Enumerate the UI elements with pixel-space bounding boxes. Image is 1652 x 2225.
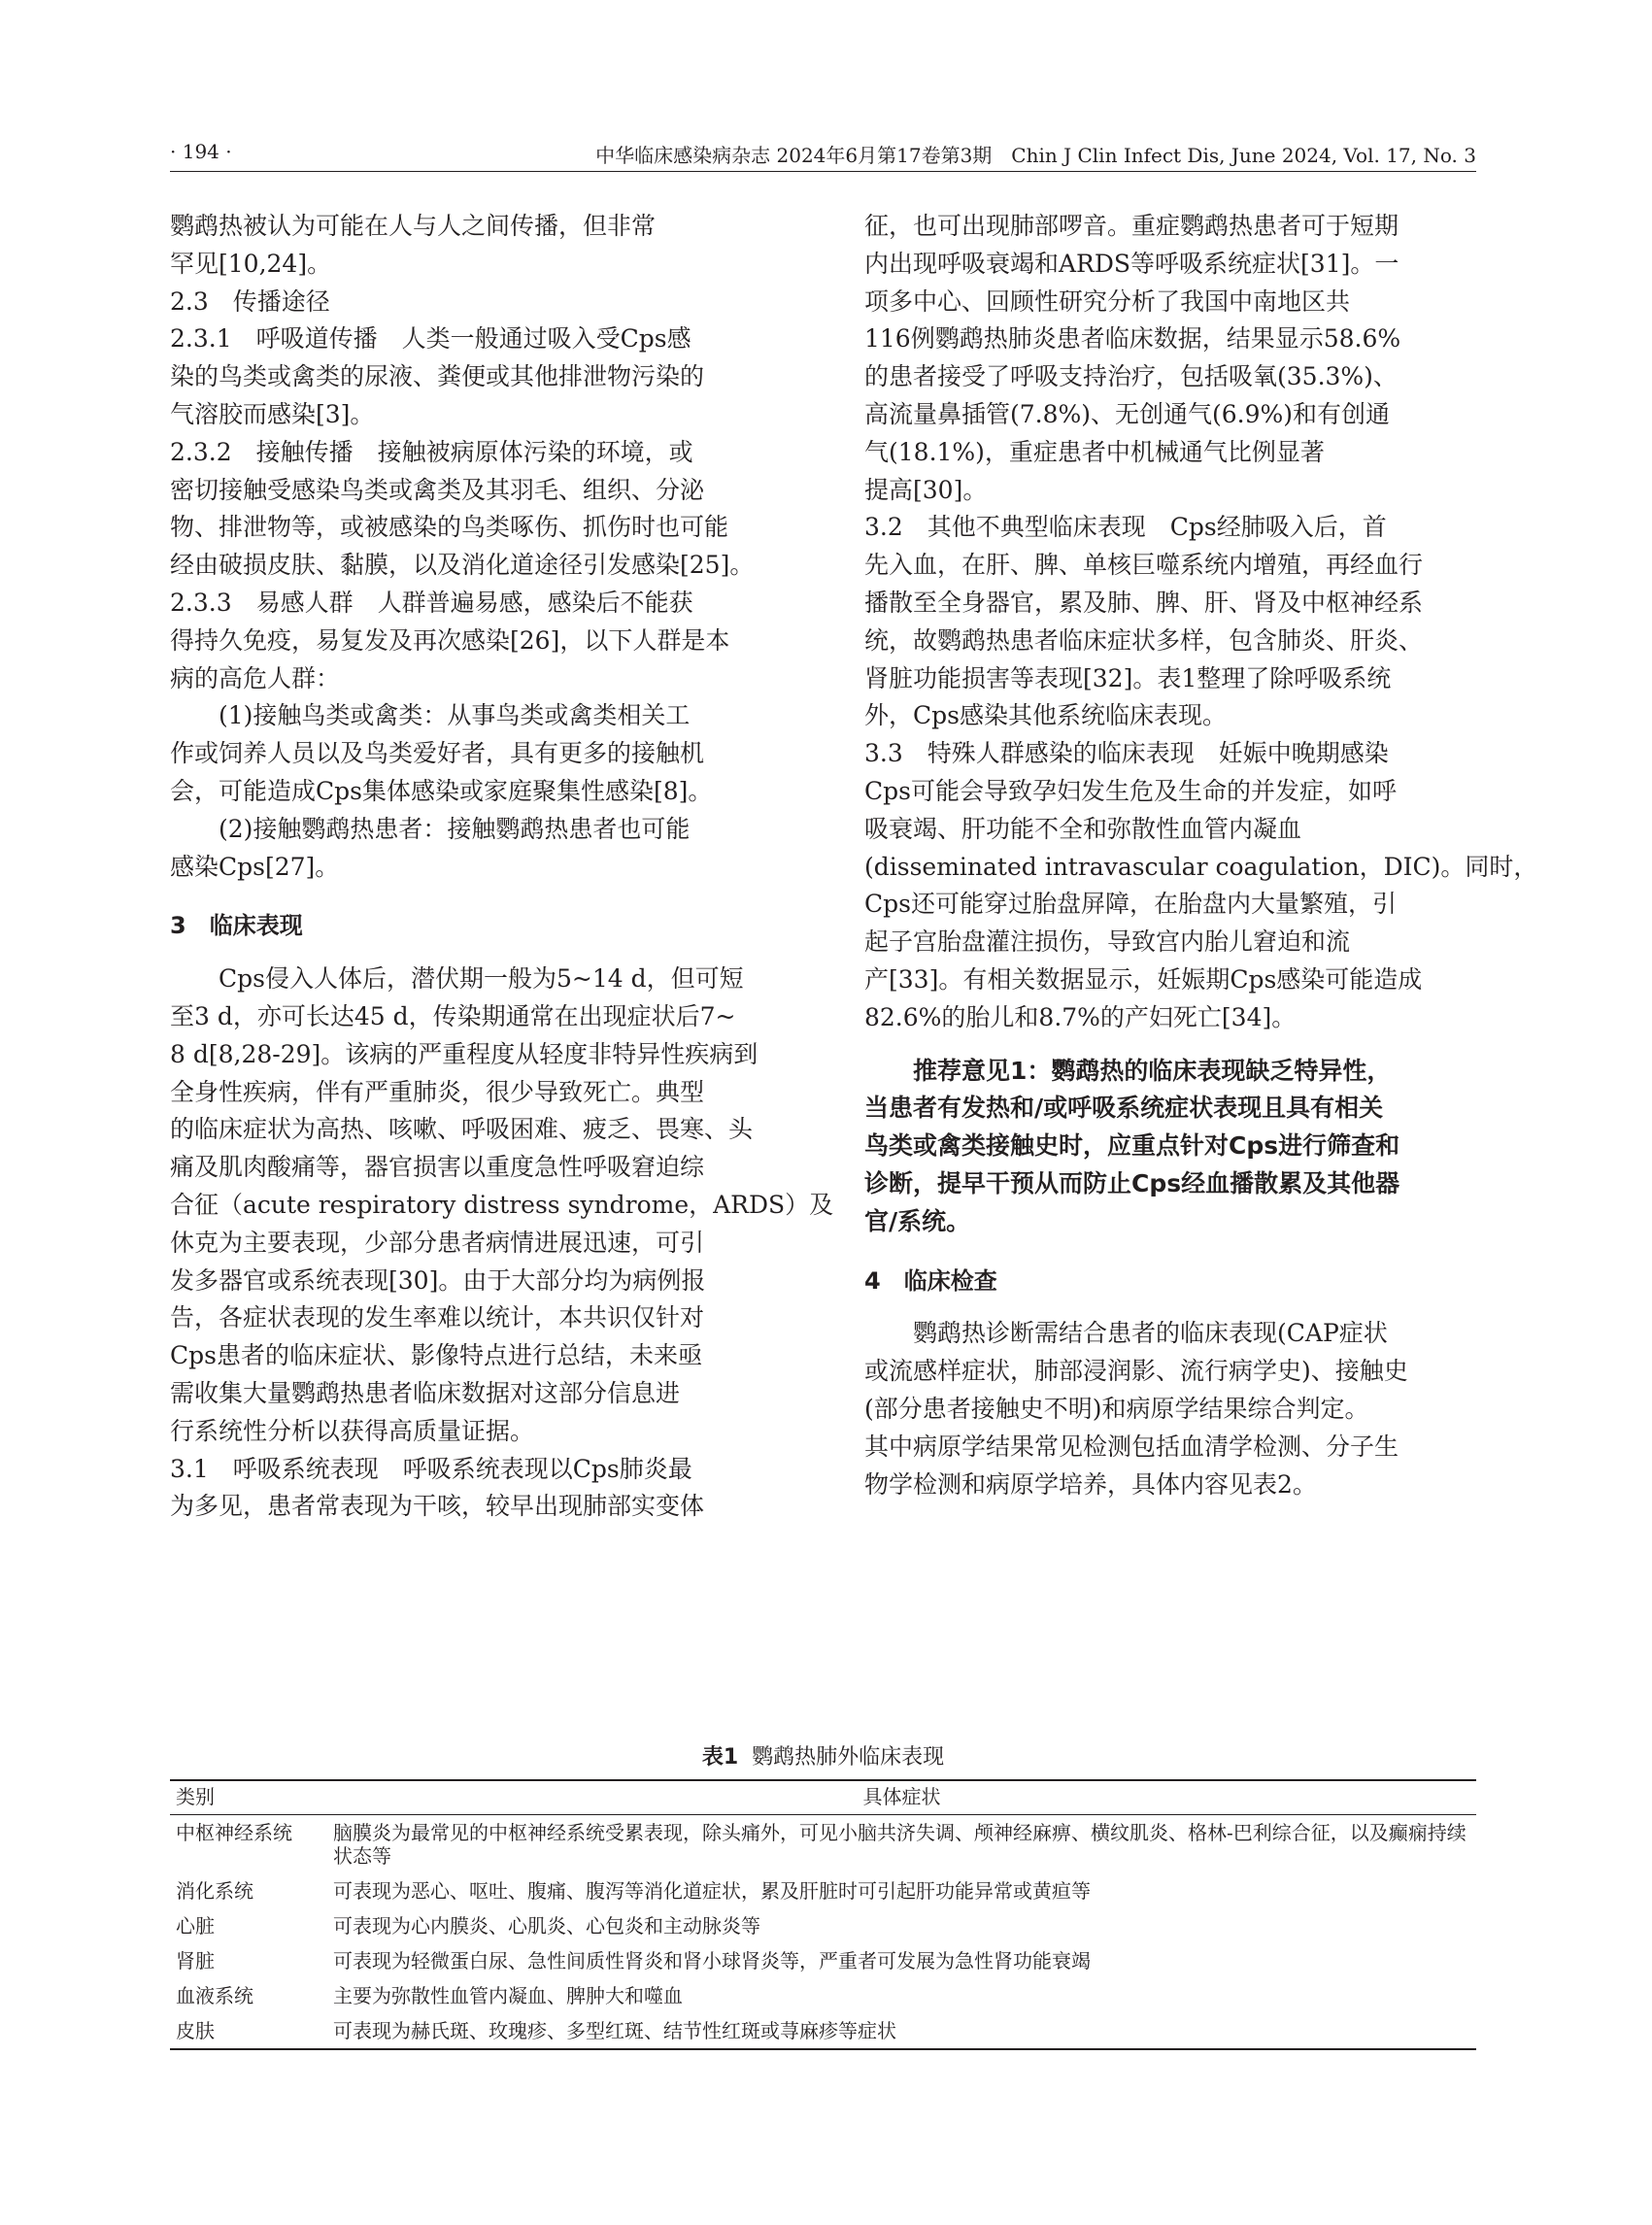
text-line: Cps可能会导致孕妇发生危及生命的并发症，如呼 xyxy=(864,776,1397,805)
text-line: 会，可能造成Cps集体感染或家庭聚集性感染[8]。 xyxy=(170,776,713,805)
text-line: 82.6%的胎儿和8.7%的产妇死亡[34]。 xyxy=(864,1002,1297,1031)
text-line: Cps侵入人体后，潜伏期一般为5~14 d，但可短 xyxy=(170,964,744,994)
category-cell: 血液系统 xyxy=(176,1984,253,2007)
text-line: 其中病原学结果常见检测包括血清学检测、分子生 xyxy=(864,1432,1399,1461)
text-line: 物、排泄物等，或被感染的鸟类啄伤、抓伤时也可能 xyxy=(170,513,729,542)
subsection-heading: 2.3 传播途径 xyxy=(170,287,330,316)
table-title: 鹦鹉热肺外临床表现 xyxy=(752,1745,945,1770)
text-line: 为多见，患者常表现为干咳，较早出现肺部实变体 xyxy=(170,1492,705,1521)
text-line: 密切接触受感染鸟类或禽类及其羽毛、组织、分泌 xyxy=(170,475,705,504)
text-line: 物学检测和病原学培养，具体内容见表2。 xyxy=(864,1469,1317,1499)
left-column xyxy=(170,208,834,1526)
table-row xyxy=(170,1873,1476,1908)
text-line: (disseminated intravascular coagulation，DIC)。同时， xyxy=(864,852,1538,881)
table-caption xyxy=(170,1740,1476,1770)
section-heading: 3 临床表现 xyxy=(170,912,303,940)
recommendation-line: 诊断，提早干预从而防止Cps经血播散累及其他器 xyxy=(864,1168,1400,1197)
text-line: 2.3.3 易感人群 人群普遍易感，感染后不能获 xyxy=(170,588,693,617)
table-label: 表1 xyxy=(701,1745,739,1770)
text-line: 鹦鹉热诊断需结合患者的临床表现(CAP症状 xyxy=(864,1319,1388,1348)
text-line: 病的高危人群： xyxy=(170,663,341,692)
text-line: 需收集大量鹦鹉热患者临床数据对这部分信息进 xyxy=(170,1378,681,1407)
category-cell: 皮肤 xyxy=(170,2013,327,2049)
section-heading: 4 临床检查 xyxy=(864,1266,997,1295)
recommendation-line: 鸟类或禽类接触史时，应重点针对Cps进行筛查和 xyxy=(864,1131,1400,1161)
text-line: 感染Cps[27]。 xyxy=(170,852,340,881)
text-line: Cps患者的临床症状、影像特点进行总结，未来亟 xyxy=(170,1341,702,1370)
text-line: 作或饲养人员以及鸟类爱好者，具有更多的接触机 xyxy=(170,739,705,768)
column-header-category: 类别 xyxy=(170,1780,327,1815)
symptom-cell: 主要为弥散性血管内凝血、脾肿大和噬血 xyxy=(333,1984,683,2007)
extrapulmonary-table xyxy=(170,1779,1476,2050)
recommendation-line: 推荐意见1：鹦鹉热的临床表现缺乏特异性， xyxy=(864,1056,1392,1085)
text-line: 休克为主要表现，少部分患者病情进展迅速，可引 xyxy=(170,1228,705,1257)
text-line: 至3 d，亦可长达45 d，传染期通常在出现症状后7~ xyxy=(170,1001,736,1030)
symptom-cell: 可表现为轻微蛋白尿、急性间质性肾炎和肾小球肾炎等，严重者可发展为急性肾功能衰竭 xyxy=(333,1949,1091,1972)
category-cell: 心脏 xyxy=(176,1914,215,1938)
symptom-cell: 可表现为恶心、呕吐、腹痛、腹泻等消化道症状，累及肝脏时可引起肝功能异常或黄疸等 xyxy=(333,1879,1091,1903)
text-line: 8 d[8,28-29]。该病的严重程度从轻度非特异性疾病到 xyxy=(170,1039,759,1068)
text-line: 内出现呼吸衰竭和ARDS等呼吸系统症状[31]。一 xyxy=(864,249,1399,278)
text-line: 播散至全身器官，累及肺、脾、肝、肾及中枢神经系 xyxy=(864,588,1424,617)
header-rule xyxy=(170,171,1476,172)
running-header xyxy=(170,136,1476,171)
text-line: 统，故鹦鹉热患者临床症状多样，包含肺炎、肝炎、 xyxy=(864,625,1424,655)
symptom-cell: 可表现为赫氏斑、玫瑰疹、多型红斑、结节性红斑或荨麻疹等症状 xyxy=(327,2013,1476,2049)
text-line: 或流感样症状，肺部浸润影、流行病学史)、接触史 xyxy=(864,1357,1408,1386)
table-row xyxy=(170,2013,1476,2049)
category-cell: 消化系统 xyxy=(176,1879,253,1903)
symptom-cell: 脑膜炎为最常见的中枢神经系统受累表现，除头痛外，可见小脑共济失调、颅神经麻痹、横纹肌炎、格林-巴利综合征，以及癫痫持续状态等 xyxy=(333,1821,1467,1868)
text-line: 气(18.1%)，重症患者中机械通气比例显著 xyxy=(864,437,1325,466)
text-line: 3.3 特殊人群感染的临床表现 妊娠中晚期感染 xyxy=(864,739,1389,768)
text-line: (2)接触鹦鹉热患者：接触鹦鹉热患者也可能 xyxy=(170,814,691,843)
text-line: 高流量鼻插管(7.8%)、无创通气(6.9%)和有创通 xyxy=(864,399,1391,428)
recommendation-line: 官/系统。 xyxy=(864,1206,971,1235)
text-line: 2.3.1 呼吸道传播 人类一般通过吸入受Cps感 xyxy=(170,324,691,354)
text-line: 提高[30]。 xyxy=(864,475,988,504)
text-line: 气溶胶而感染[3]。 xyxy=(170,399,375,428)
text-line: 2.3.2 接触传播 接触被病原体污染的环境，或 xyxy=(170,437,693,466)
text-line: 染的鸟类或禽类的尿液、粪便或其他排泄物污染的 xyxy=(170,362,705,391)
text-line: 外，Cps感染其他系统临床表现。 xyxy=(864,701,1227,730)
table-row xyxy=(170,1908,1476,1943)
journal-citation: 中华临床感染病杂志 2024年6月第17卷第3期 Chin J Clin Infect Dis, June 2024, Vol. 17, No. 3 xyxy=(595,144,1476,167)
text-line: 的患者接受了呼吸支持治疗，包括吸氧(35.3%)、 xyxy=(864,362,1398,391)
text-line: 行系统性分析以获得高质量证据。 xyxy=(170,1416,535,1445)
table-row xyxy=(170,1815,1476,1874)
text-line: 痛及肌肉酸痛等，器官损害以重度急性呼吸窘迫综 xyxy=(170,1153,705,1182)
text-line: (部分患者接触史不明)和病原学结果综合判定。 xyxy=(864,1394,1369,1423)
recommendation-line: 当患者有发热和/或呼吸系统症状表现且具有相关 xyxy=(864,1094,1384,1123)
category-cell: 肾脏 xyxy=(176,1949,215,1972)
text-line: 先入血，在肝、脾、单核巨噬系统内增殖，再经血行 xyxy=(864,551,1424,580)
text-line: 全身性疾病，伴有严重肺炎，很少导致死亡。典型 xyxy=(170,1077,705,1106)
text-line: 3.1 呼吸系统表现 呼吸系统表现以Cps肺炎最 xyxy=(170,1454,692,1483)
text-line: 的临床症状为高热、咳嗽、呼吸困难、疲乏、畏寒、头 xyxy=(170,1115,754,1144)
page-number: · 194 · xyxy=(170,140,232,163)
text-line: 得持久免疫，易复发及再次感染[26]，以下人群是本 xyxy=(170,625,730,655)
text-line: 征，也可出现肺部啰音。重症鹦鹉热患者可于短期 xyxy=(864,212,1399,240)
text-line: 告，各症状表现的发生率难以统计，本共识仅针对 xyxy=(170,1303,705,1332)
text-line: 起子宫胎盘灌注损伤，导致宫内胎儿窘迫和流 xyxy=(864,927,1351,957)
text-line: 吸衰竭、肝功能不全和弥散性血管内凝血 xyxy=(864,814,1302,843)
category-cell: 中枢神经系统 xyxy=(176,1821,292,1844)
text-line: 3.2 其他不典型临床表现 Cps经肺吸入后，首 xyxy=(864,513,1387,542)
text-line: 肾脏功能损害等表现[32]。表1整理了除呼吸系统 xyxy=(864,663,1392,692)
right-column xyxy=(864,208,1538,1503)
table-row xyxy=(170,1978,1476,2013)
table-header-row xyxy=(170,1780,1476,1815)
text-line: 经由破损皮肤、黏膜，以及消化道途径引发感染[25]。 xyxy=(170,551,755,580)
text-line: 鹦鹉热被认为可能在人与人之间传播，但非常 xyxy=(170,212,657,240)
table-row xyxy=(170,1943,1476,1978)
text-line: 116例鹦鹉热肺炎患者临床数据，结果显示58.6% xyxy=(864,324,1401,354)
column-header-symptoms: 具体症状 xyxy=(327,1780,1476,1815)
text-line: 发多器官或系统表现[30]。由于大部分均为病例报 xyxy=(170,1265,706,1295)
text-line: 罕见[10,24]。 xyxy=(170,249,332,278)
symptom-cell: 可表现为心内膜炎、心肌炎、心包炎和主动脉炎等 xyxy=(333,1914,760,1938)
text-line: 项多中心、回顾性研究分析了我国中南地区共 xyxy=(864,287,1351,316)
text-line: 产[33]。有相关数据显示，妊娠期Cps感染可能造成 xyxy=(864,964,1423,994)
text-line: (1)接触鸟类或禽类：从事鸟类或禽类相关工 xyxy=(170,701,691,730)
text-line: Cps还可能穿过胎盘屏障，在胎盘内大量繁殖，引 xyxy=(864,890,1397,919)
text-line: 合征（acute respiratory distress syndrome，ARDS）及 xyxy=(170,1190,834,1219)
